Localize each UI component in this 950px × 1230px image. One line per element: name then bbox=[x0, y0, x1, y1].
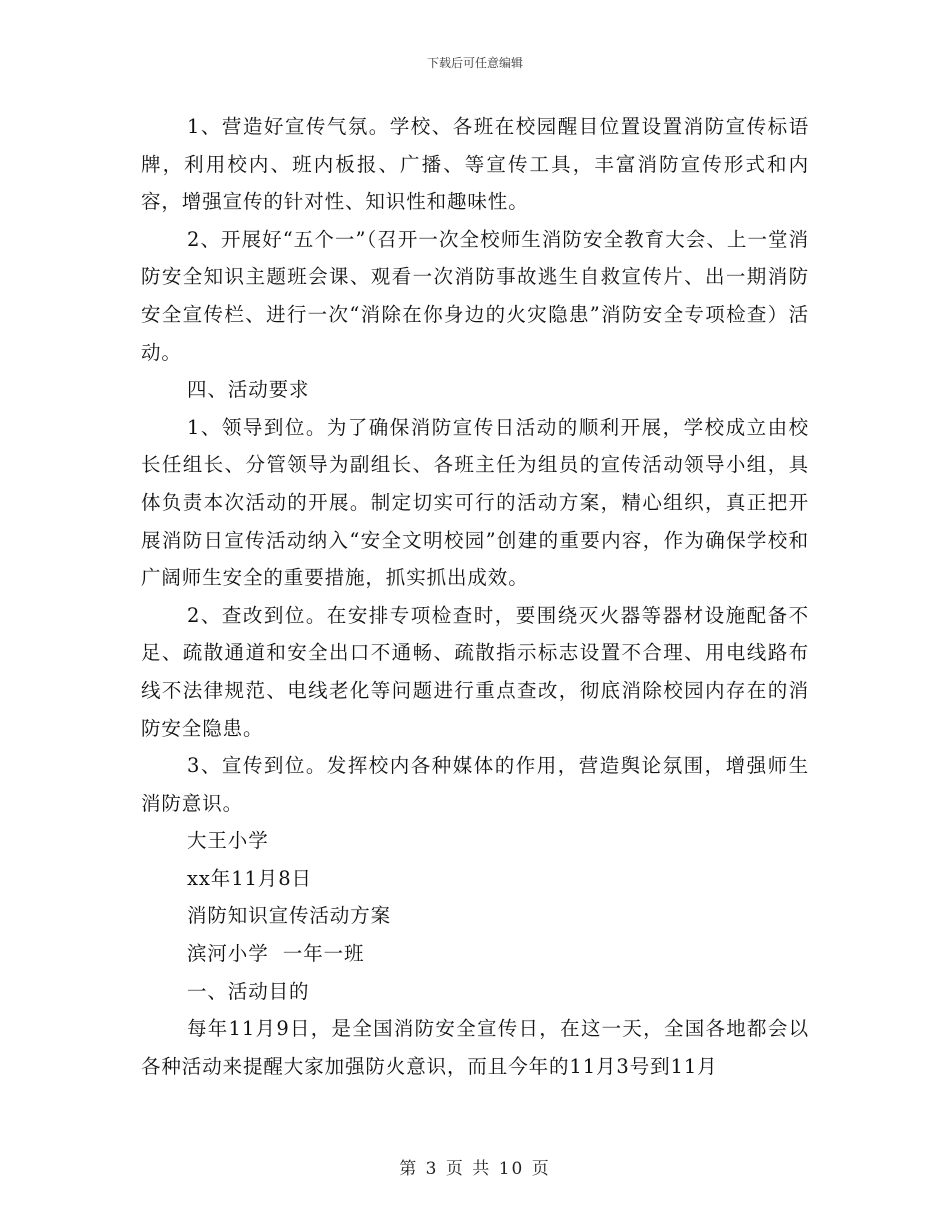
paragraph-five-ones: 2、开展好“五个一”（召开一次全校师生消防安全教育大会、上一堂消防安全知识主题班会课、观看一次消防事故逃生自救宣传片、出一期消防安全宣传栏、进行一次“消除在你身边的火灾隐患”消防安全专项检查）活动。 bbox=[141, 227, 809, 364]
document-title: 消防知识宣传活动方案 bbox=[187, 904, 392, 928]
paragraph-inspection: 2、查改到位。在安排专项检查时，要围绕灭火器等器材设施配备不足、疏散通道和安全出口不通畅、疏散指示标志设置不合理、用电线路布线不法律规范、电线老化等问题进行重点查改，彻底消除校园内存在的消防安全隐患。 bbox=[141, 603, 809, 740]
section-heading-requirements: 四、活动要求 bbox=[187, 378, 310, 402]
page-footer: 第 3 页 共 10 页 bbox=[399, 1159, 551, 1179]
paragraph-purpose: 每年11月9日，是全国消防安全宣传日，在这一天，全国各地都会以各种活动来提醒大家加强防火意识，而且今年的11月3号到11月 bbox=[141, 1017, 809, 1078]
paragraph-publicity: 3、宣传到位。发挥校内各种媒体的作用，营造舆论氛围，增强师生消防意识。 bbox=[141, 754, 809, 815]
page-header: 下载后可任意编辑 bbox=[426, 56, 523, 70]
signature-date: xx年11月8日 bbox=[187, 866, 312, 890]
paragraph-leadership: 1、领导到位。为了确保消防宣传日活动的顺利开展，学校成立由校长任组长、分管领导为副组长、各班主任为组员的宣传活动领导小组，具体负责本次活动的开展。制定切实可行的活动方案，精心组织，真正把开展消防日宣传活动纳入“安全文明校园”创建的重要内容，作为确保学校和广阔师生安全的重要措施，抓实抓出成效。 bbox=[141, 415, 809, 590]
section-heading-purpose: 一、活动目的 bbox=[187, 979, 310, 1003]
document-body bbox=[141, 108, 809, 1085]
class-name: 滨河小学 一年一班 bbox=[187, 942, 365, 966]
paragraph-promotion-atmosphere: 1、营造好宣传气氛。学校、各班在校园醒目位置设置消防宣传标语牌，利用校内、班内板报、广播、等宣传工具，丰富消防宣传形式和内容，增强宣传的针对性、知识性和趣味性。 bbox=[141, 115, 809, 214]
school-signature: 大王小学 bbox=[187, 829, 269, 853]
